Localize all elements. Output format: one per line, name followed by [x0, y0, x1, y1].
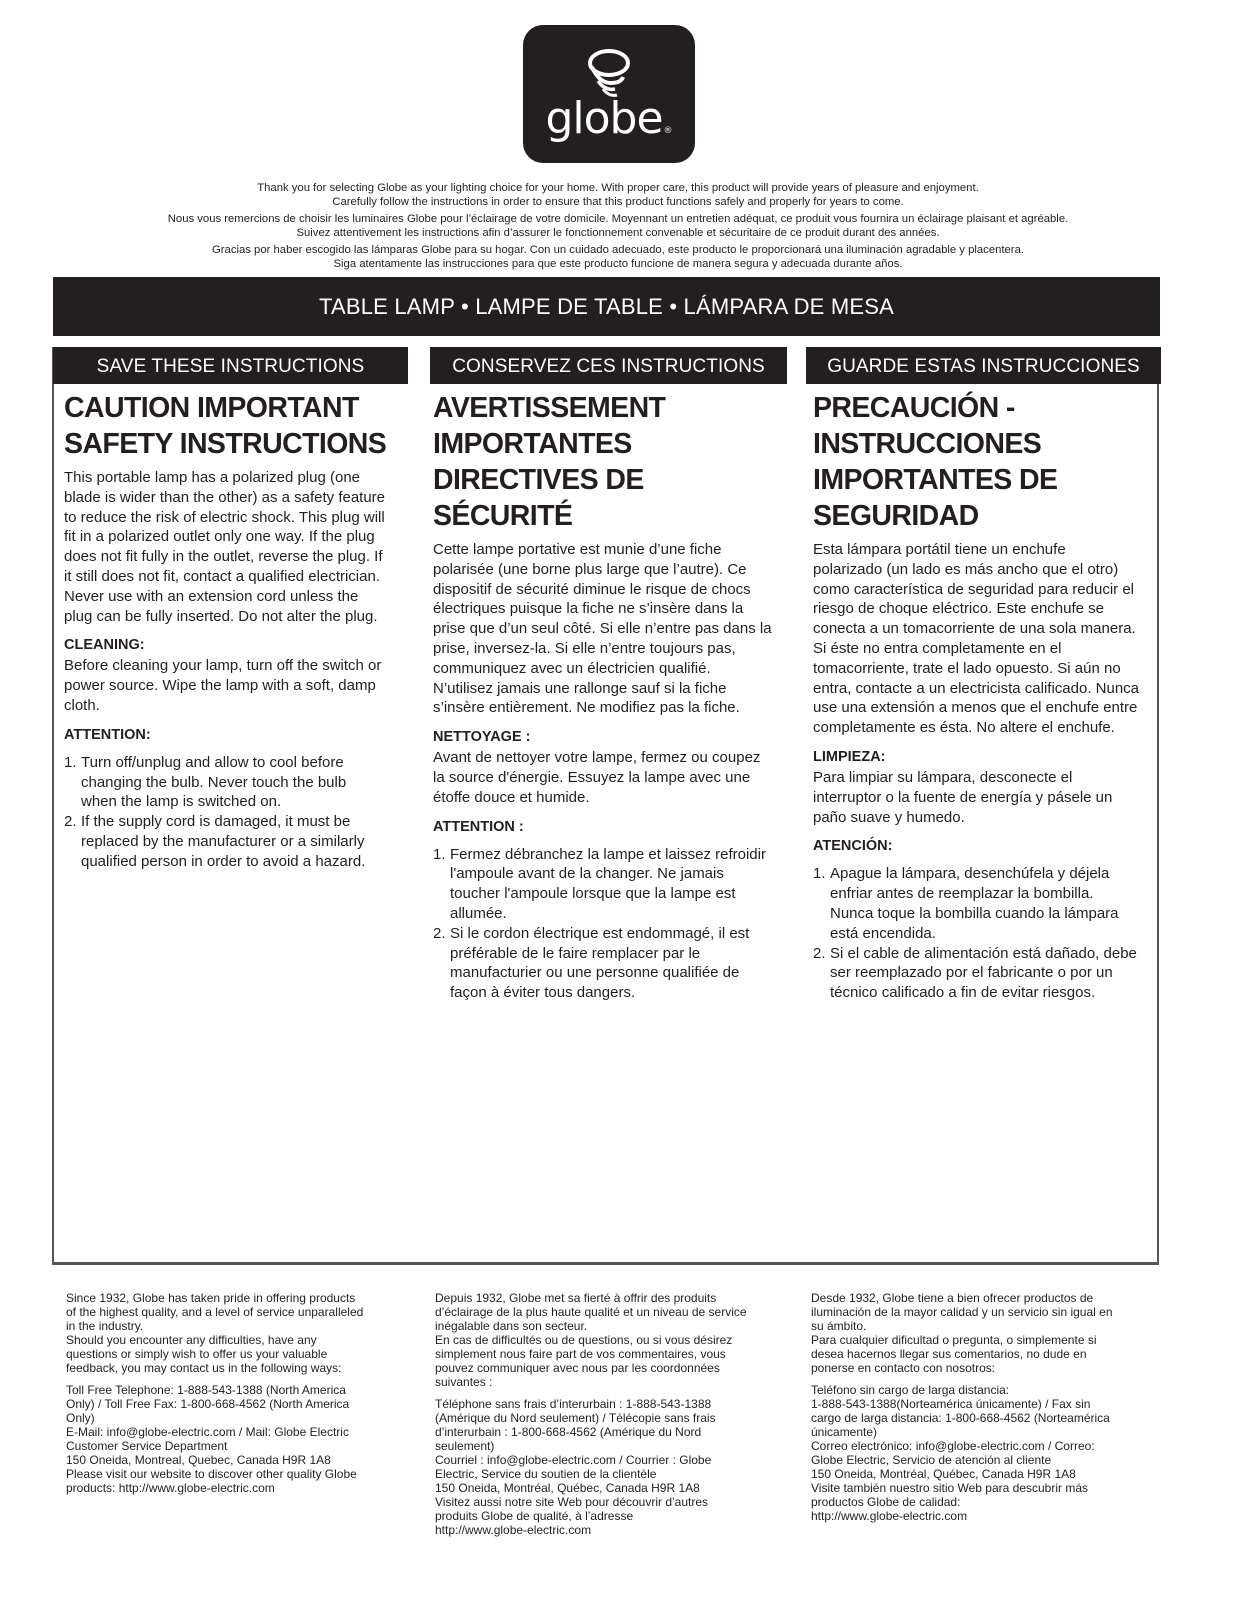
- intro-line: Suivez attentivement les instructions afin d’assurer le fonctionnement convenable et sécuritaire de ce produit durant des années.: [296, 227, 940, 239]
- attention-item: [433, 924, 787, 1003]
- footer-english: [66, 1291, 411, 1503]
- footer-line: http://www.globe-electric.com: [435, 1523, 592, 1537]
- item-line: Si le cordon électrique est endommagé, il est: [450, 924, 750, 942]
- footer-line: Toll Free Telephone: 1-888-543-1388 (North America: [66, 1383, 346, 1397]
- paragraph-line: Avant de nettoyer votre lampe, fermez ou coupez: [433, 749, 761, 767]
- paragraph-line: s’insère entièrement. Ne modifiez pas la fiche.: [433, 699, 740, 717]
- item-line: técnico calificado a fin de evitar riesgos.: [830, 984, 1096, 1002]
- attention-item: [813, 944, 1161, 1003]
- footer-line: Electric, Service du soutien de la clientèle: [435, 1467, 657, 1481]
- footer-line: Visite también nuestro sitio Web para descubrir más: [811, 1481, 1089, 1495]
- paragraph-line: dispositif de sécurité diminue le risque de chocs: [433, 580, 751, 598]
- footer-line: 150 Oneida, Montreal, Quebec, Canada H9R 1A8: [66, 1453, 331, 1467]
- item-line: replaced by the manufacturer or a similarly: [81, 832, 365, 850]
- heading-line: IMPORTANTES DE: [813, 464, 1058, 496]
- intro-line: Thank you for selecting Globe as your lighting choice for your home. With proper care, this product will provide years of pleasure and enjoyment.: [257, 182, 979, 194]
- footer-line: Depuis 1932, Globe met sa fierté à offrir des produits: [435, 1291, 717, 1305]
- globe-logo: [523, 25, 695, 163]
- paragraph-line: does not fit fully in the outlet, reverse the plug. If: [64, 548, 383, 566]
- intro-line: Siga atentamente las instrucciones para que este producto funcione de manera segura y adecuada durante años.: [333, 258, 903, 270]
- paragraph-line: la source d'énergie. Essuyez la lampe avec une: [433, 768, 751, 786]
- paragraph-line: paño suave y humedo.: [813, 808, 965, 826]
- intro-text: [60, 181, 1176, 274]
- footer-line: pouvez communiquer avec nous par les coordonnées: [435, 1361, 720, 1375]
- safety-heading: [64, 390, 408, 462]
- intro-french: [60, 212, 1176, 240]
- footer-line: Should you encounter any difficulties, have any: [66, 1333, 317, 1347]
- footer-line: http://www.globe-electric.com: [811, 1509, 968, 1523]
- heading-line: AVERTISSEMENT: [433, 392, 666, 424]
- item-line: qualified person in order to avoid a hazard.: [81, 852, 366, 870]
- footer-line: d’interurbain : 1-800-668-4562 (Amérique du Nord: [435, 1425, 702, 1439]
- column-french: [430, 347, 787, 1003]
- attention-title: ATTENTION:: [64, 726, 151, 743]
- footer-contact: [811, 1383, 1161, 1523]
- intro-spanish: [60, 243, 1176, 271]
- paragraph-line: N’utilisez jamais une rallonge sauf si la fiche: [433, 679, 727, 697]
- footer-line: of the highest quality, and a level of service unparalleled: [66, 1305, 364, 1319]
- footer-about: [435, 1291, 785, 1389]
- footer-line: cargo de larga distancia: 1-800-668-4562 (Norteamérica: [811, 1411, 1110, 1425]
- paragraph-line: Never use with an extension cord unless the: [64, 587, 359, 605]
- heading-line: SAFETY INSTRUCTIONS: [64, 428, 387, 460]
- footer-line: Since 1932, Globe has taken pride in offering products: [66, 1291, 356, 1305]
- heading-line: INSTRUCCIONES: [813, 428, 1042, 460]
- footer-line: su ámbito.: [811, 1319, 867, 1333]
- footer-line: Only): [66, 1411, 95, 1425]
- attention-list: [813, 864, 1161, 1003]
- attention-title: ATTENTION :: [433, 818, 524, 835]
- footer-line: 150 Oneida, Montréal, Québec, Canada H9R 1A8: [435, 1481, 700, 1495]
- footer-line: in the industry.: [66, 1319, 144, 1333]
- paragraph-line: étoffe douce et humide.: [433, 788, 590, 806]
- paragraph-line: plug can be fully inserted. Do not alter the plug.: [64, 607, 378, 625]
- cleaning-title: LIMPIEZA:: [813, 748, 886, 765]
- paragraph-line: This portable lamp has a polarized plug (one: [64, 469, 361, 486]
- paragraph-line: Si éste no entra completamente en el: [813, 639, 1062, 657]
- footer-line: productos Globe de calidad:: [811, 1495, 961, 1509]
- item-line: Nunca toque la bombilla cuando la lámpara: [830, 904, 1119, 922]
- footer-contact: [66, 1383, 411, 1495]
- item-number: 2.: [433, 924, 446, 942]
- footer-line: ponerse en contacto con nosotros:: [811, 1361, 996, 1375]
- cleaning-paragraph: [433, 748, 787, 807]
- footer-line: En cas de difficultés ou de questions, ou si vous désirez: [435, 1333, 733, 1347]
- intro-line: Carefully follow the instructions in order to ensure that this product functions safely and properly for years to come.: [332, 196, 904, 208]
- intro-line: Nous vous remercions de choisir les luminaires Globe pour l’éclairage de votre domicile. Moyennant un entretien adéquat, ce produit vous fournira un éclairage plaisant et agréable.: [167, 213, 1069, 225]
- paragraph-line: tomacorriente, trate el lado opuesto. Si aún no: [813, 659, 1121, 677]
- footer-line: simplement nous faire part de vos commentaires, vous: [435, 1347, 726, 1361]
- attention-title: ATENCIÓN:: [813, 838, 893, 855]
- logo-brand-text: globe: [545, 93, 663, 144]
- item-line: Apague la lámpara, desenchúfela y déjela: [830, 865, 1110, 883]
- item-line: façon à éviter tous dangers.: [450, 984, 636, 1002]
- column-body: [806, 384, 1161, 1003]
- paragraph-line: use una extensión a menos que el enchufe entre: [813, 699, 1138, 717]
- footer-line: Teléfono sin cargo de larga distancia:: [811, 1383, 1010, 1397]
- item-line: allumée.: [450, 904, 507, 922]
- attention-list: [64, 753, 408, 872]
- footer-line: 1-888-543-1388(Norteamérica únicamente) / Fax sin: [811, 1397, 1091, 1411]
- item-number: 1.: [433, 845, 446, 863]
- paragraph-line: communiquez avec un électricien qualifié.: [433, 659, 711, 677]
- attention-item: [813, 864, 1161, 943]
- item-line: enfriar antes de reemplazar la bombilla.: [830, 885, 1094, 903]
- product-title-bar: TABLE LAMP • LAMPE DE TABLE • LÁMPARA DE MESA: [53, 277, 1160, 336]
- footer-line: Correo electrónico: info@globe-electric.com / Correo:: [811, 1439, 1095, 1453]
- cleaning-title: CLEANING:: [64, 637, 145, 654]
- item-line: préférable de le faire remplacer par le: [450, 944, 701, 962]
- footer-french: [435, 1291, 785, 1545]
- footer-contact: [435, 1397, 785, 1537]
- footer-line: Para cualquier dificultad o pregunta, o simplemente si: [811, 1333, 1097, 1347]
- paragraph-line: Cette lampe portative est munie d’une fiche: [433, 541, 722, 558]
- footer-about: [66, 1291, 411, 1375]
- footer-line: Please visit our website to discover other quality Globe: [66, 1467, 357, 1481]
- footer-about: [811, 1291, 1161, 1375]
- item-line: l'ampoule avant de la changer. Ne jamais: [450, 865, 724, 883]
- intro-line: Gracias por haber escogido las lámparas Globe para su hogar. Con un cuidado adecuado, este producto le proporcionará una iluminación agradable y placentera.: [211, 244, 1024, 256]
- footer-line: feedback, you may contact us in the following ways:: [66, 1361, 342, 1375]
- paragraph-line: blade is wider than the other) as a safety feature: [64, 488, 386, 506]
- polarized-plug-paragraph: [433, 540, 787, 718]
- column-body: [53, 384, 408, 872]
- footer-line: Desde 1932, Globe tiene a bien ofrecer productos de: [811, 1291, 1094, 1305]
- cleaning-paragraph: [64, 656, 408, 715]
- footer-line: Visitez aussi notre site Web pour découvrir d’autres: [435, 1495, 709, 1509]
- save-instructions-header: CONSERVEZ CES INSTRUCTIONS: [430, 347, 787, 384]
- footer-line: iluminación de la mayor calidad y un servicio sin igual en: [811, 1305, 1113, 1319]
- intro-english: [60, 181, 1176, 209]
- paragraph-line: riesgo de choque eléctrico. Este enchufe se: [813, 600, 1105, 618]
- paragraph-line: to reduce the risk of electric shock. This plug will: [64, 508, 385, 526]
- footer-line: Customer Service Department: [66, 1439, 228, 1453]
- column-body: [430, 384, 787, 1003]
- attention-list: [433, 845, 787, 1003]
- paragraph-line: polarisée (une borne plus large que l’autre). Ce: [433, 560, 747, 578]
- footer-line: desea hacernos llegar sus comentarios, no dude en: [811, 1347, 1087, 1361]
- footer-line: Courriel : info@globe-electric.com / Courrier : Globe: [435, 1453, 712, 1467]
- paragraph-line: Esta lámpara portátil tiene un enchufe: [813, 541, 1066, 558]
- footer-line: products: http://www.globe-electric.com: [66, 1481, 275, 1495]
- footer-line: únicamente): [811, 1425, 878, 1439]
- attention-item: [64, 812, 408, 871]
- item-line: está encendida.: [830, 924, 936, 942]
- column-english: [53, 347, 408, 872]
- footer-spanish: [811, 1291, 1161, 1531]
- footer-line: d’éclairage de la plus haute qualité et un niveau de service: [435, 1305, 747, 1319]
- heading-line: SEGURIDAD: [813, 500, 979, 532]
- item-line: If the supply cord is damaged, it must be: [81, 813, 351, 831]
- paragraph-line: Before cleaning your lamp, turn off the switch or: [64, 657, 382, 675]
- attention-item: [433, 845, 787, 924]
- polarized-plug-paragraph: [813, 540, 1161, 738]
- paragraph-line: completamente es ésta. No altere el enchufe.: [813, 719, 1115, 737]
- footer-line: 150 Oneida, Montréal, Québec, Canada H9R 1A8: [811, 1467, 1076, 1481]
- footer-line: inégalable dans son secteur.: [435, 1319, 588, 1333]
- item-number: 2.: [64, 813, 77, 831]
- paragraph-line: como característica de seguridad para reducir el: [813, 580, 1134, 598]
- save-instructions-header: SAVE THESE INSTRUCTIONS: [53, 347, 408, 384]
- item-number: 1.: [64, 753, 77, 771]
- footer-line: seulement): [435, 1439, 495, 1453]
- logo-wordmark: [523, 93, 695, 153]
- footer-line: (Amérique du Nord seulement) / Télécopie sans frais: [435, 1411, 716, 1425]
- item-number: 2.: [813, 944, 826, 962]
- item-line: Si el cable de alimentación está dañado, debe: [830, 944, 1137, 962]
- paragraph-line: Para limpiar su lámpara, desconecte el: [813, 768, 1073, 786]
- item-line: ser reemplazado por el fabricante o por un: [830, 964, 1113, 982]
- paragraph-line: it still does not fit, contact a qualified electrician.: [64, 567, 380, 585]
- footer-line: Téléphone sans frais d’interurbain : 1-888-543-1388: [435, 1397, 712, 1411]
- heading-line: PRECAUCIÓN -: [813, 392, 1015, 424]
- paragraph-line: interruptor o la fuente de energía y pásele un: [813, 788, 1113, 806]
- item-line: changing the bulb. Never touch the bulb: [81, 773, 347, 791]
- footer-line: Only) / Toll Free Fax: 1-800-668-4562 (North America: [66, 1397, 350, 1411]
- paragraph-line: polarizado (un lado es más ancho que el otro): [813, 560, 1119, 578]
- save-instructions-header: GUARDE ESTAS INSTRUCCIONES: [806, 347, 1161, 384]
- column-spanish: [806, 347, 1161, 1003]
- heading-line: CAUTION IMPORTANT: [64, 392, 359, 424]
- safety-heading: [813, 390, 1161, 534]
- paragraph-line: power source. Wipe the lamp with a soft, damp: [64, 677, 376, 695]
- footer-line: E-Mail: info@globe-electric.com / Mail: Globe Electric: [66, 1425, 349, 1439]
- item-line: Turn off/unplug and allow to cool before: [81, 753, 344, 771]
- heading-line: IMPORTANTES: [433, 428, 632, 460]
- item-line: when the lamp is switched on.: [81, 793, 282, 811]
- paragraph-line: fit in a polarized outlet only one way. If the plug: [64, 528, 375, 546]
- attention-item: [64, 753, 408, 812]
- heading-line: DIRECTIVES DE SÉCURITÉ: [433, 464, 644, 532]
- paragraph-line: cloth.: [64, 696, 100, 714]
- item-line: manufacturier ou une personne qualifiée de: [450, 964, 740, 982]
- footer-line: produits Globe de qualité, à l’adresse: [435, 1509, 634, 1523]
- cleaning-title: NETTOYAGE :: [433, 729, 531, 746]
- footer-line: questions or simply wish to offer us your valuable: [66, 1347, 328, 1361]
- footer-line: Globe Electric, Servicio de atención al cliente: [811, 1453, 1052, 1467]
- paragraph-line: conecta a un tomacorriente de una sola manera.: [813, 620, 1136, 638]
- item-number: 1.: [813, 865, 826, 883]
- item-line: toucher l'ampoule lorsque que la lampe est: [450, 885, 736, 903]
- safety-heading: [433, 390, 787, 534]
- paragraph-line: électriques puisque la fiche ne s’insère dans la: [433, 600, 744, 618]
- polarized-plug-paragraph: [64, 468, 408, 626]
- paragraph-line: prise, inversez-la. Si elle n’entre toujours pas,: [433, 639, 736, 657]
- paragraph-line: prise que d’un seul côté. Si elle n’entre pas dans la: [433, 620, 772, 638]
- cleaning-paragraph: [813, 768, 1161, 827]
- item-line: Fermez débranchez la lampe et laissez refroidir: [450, 845, 766, 863]
- registered-mark: ®: [663, 126, 673, 136]
- footer-line: suivantes :: [435, 1375, 493, 1389]
- paragraph-line: entra, contacte a un electricista calificado. Nunca: [813, 679, 1140, 697]
